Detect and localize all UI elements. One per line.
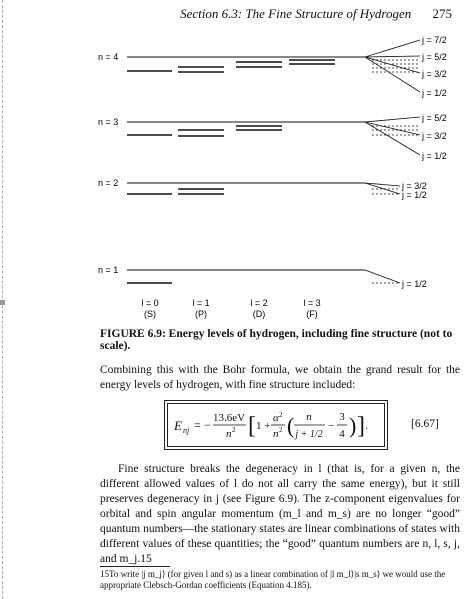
j-label-n3-1-2: j = 1/2 <box>422 151 447 161</box>
shell-label-n2: n = 2 <box>98 178 119 188</box>
orbital-label-p: (P) <box>195 309 207 319</box>
j-label-n3-5-2: j = 5/2 <box>422 113 447 123</box>
eq-equals: = <box>194 418 201 432</box>
eq-j-half: j + 1/2 <box>295 429 323 440</box>
connectors-n4 <box>365 40 420 92</box>
eq-minus: − <box>204 418 211 432</box>
l-label-0: l = 0 <box>141 298 159 308</box>
eq-alpha-square: 2 <box>279 411 283 419</box>
eq-paren-close: ) <box>349 413 357 438</box>
shell-label-n1: n = 1 <box>98 265 119 275</box>
connectors-n2 <box>365 183 400 194</box>
eq-n-top: n <box>306 411 312 423</box>
l-label-3: l = 3 <box>303 298 321 308</box>
shell-label-n3: n = 3 <box>98 117 119 127</box>
l-label-1: l = 1 <box>192 298 210 308</box>
footnote-15: 15To write |j m_j⟩ (for given l and s) as a linear combination of |l m_l⟩|s m_s⟩ we would use the appropriate Clebsch-Gordan coefficients (Equation 4.185). <box>100 569 446 590</box>
orbital-label-d: (D) <box>252 309 266 319</box>
l-label-2: l = 2 <box>250 298 268 308</box>
j-label-n1-1-2: j = 1/2 <box>402 279 427 289</box>
eq-n-denominator-2: n <box>273 428 279 440</box>
eq-lhs: E <box>174 418 182 433</box>
j-label-n4-7-2: j = 7/2 <box>422 35 447 45</box>
eq-alpha: α <box>273 412 279 424</box>
equation-number: [6.67] <box>411 418 439 430</box>
eq-square: 2 <box>232 426 236 434</box>
shell-label-n4: n = 4 <box>98 52 119 62</box>
j-label-n2-3-2: j = 3/2 <box>402 181 427 191</box>
eq-n-denominator: n <box>226 428 232 440</box>
j-label-n2-1-2: j = 1/2 <box>402 190 427 200</box>
eq-four: 4 <box>339 428 345 440</box>
page-number: 275 <box>432 6 452 21</box>
connectors-n3 <box>365 117 420 155</box>
footnote-rule <box>100 566 170 567</box>
section-title: Section 6.3: The Fine Structure of Hydrogen <box>180 6 412 21</box>
figure-caption: FIGURE 6.9: Energy levels of hydrogen, including fine structure (not to scale). <box>100 328 453 352</box>
eq-three: 3 <box>339 411 345 423</box>
eq-period: . <box>365 418 368 432</box>
eq-lhs-sub: nj <box>183 426 190 435</box>
eq-one-plus: 1 + <box>256 420 271 432</box>
j-label-n4-5-2: j = 5/2 <box>422 52 447 62</box>
j-label-n4-3-2: j = 3/2 <box>422 69 447 79</box>
eq-numerator: 13.6eV <box>212 412 246 424</box>
orbital-label-s: (S) <box>144 309 156 319</box>
orbital-label-f: (F) <box>306 309 318 319</box>
eq-paren-open: ( <box>287 413 295 438</box>
eq-bracket-close: ] <box>357 413 365 439</box>
eq-minus-2: − <box>328 420 335 432</box>
equation-box <box>167 403 385 447</box>
paragraph-intro: Combining this with the Bohr formula, we obtain the grand result for the energy levels of hydrogen, with fine structure included: <box>100 364 460 391</box>
j-label-n3-3-2: j = 3/2 <box>422 131 447 141</box>
fine-structure-equation <box>168 404 384 446</box>
j-label-n4-1-2: j = 1/2 <box>422 88 447 98</box>
paragraph-degeneracy: Fine structure breaks the degeneracy in l (that is, for a given n, the different allowed values of l do not all carry the same energy), but it still preserves degeneracy in j (see Figure 6.9). The z-component eigenvalues for orbital and spin angular momentum (m_l and m_s) are no longer “good” quantum numbers—the stationary states are linear combinations of states with different values of these quantities; the “good” quantum numbers are n, l, s, j, and m_j.15 <box>100 463 460 565</box>
eq-bracket-open: [ <box>248 413 256 439</box>
connectors-n1 <box>365 270 400 283</box>
eq-n-square: 2 <box>279 426 283 434</box>
